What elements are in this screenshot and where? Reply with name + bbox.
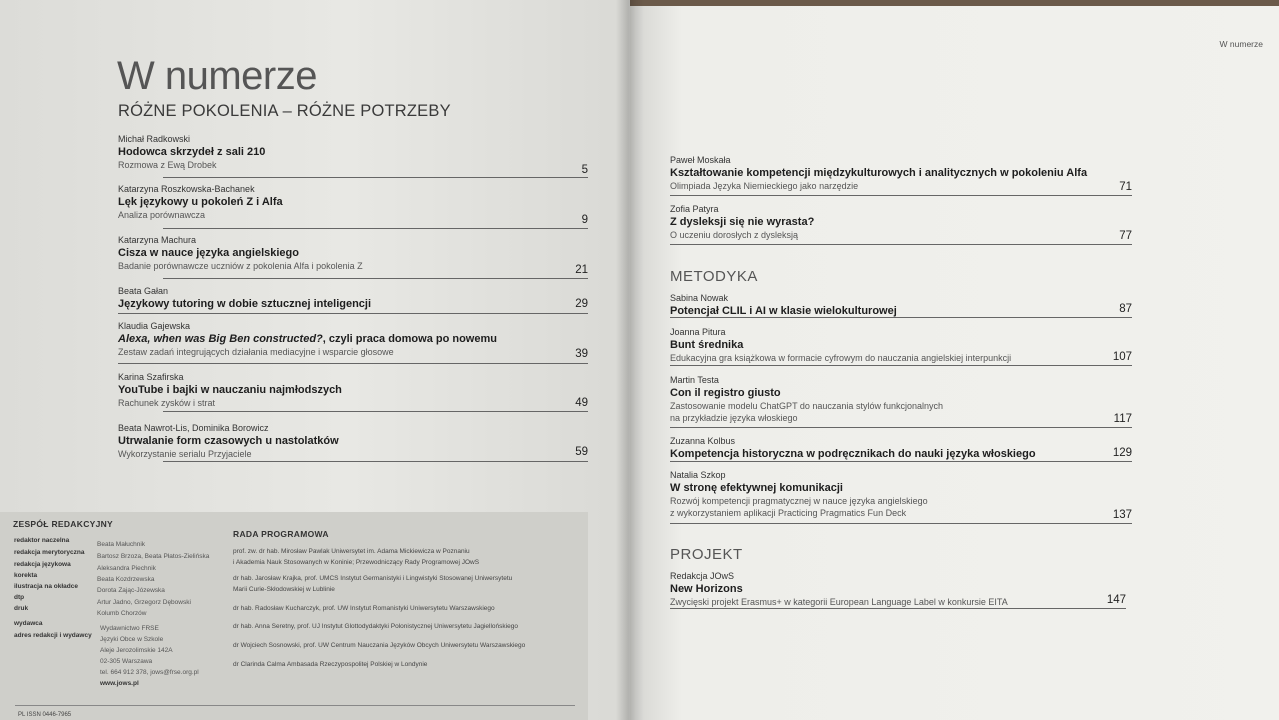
entry-author: Michał Radkowski: [118, 134, 191, 144]
entry-description: Wykorzystanie serialu Przyjaciele: [118, 449, 252, 459]
issue-subtitle: RÓŻNE POKOLENIA – RÓŻNE POTRZEBY: [118, 102, 451, 120]
entry-page-number: 77: [1119, 230, 1132, 242]
entry-title: Utrwalanie form czasowych u nastolatków: [118, 435, 339, 447]
entry-title: Z dysleksji się nie wyrasta?: [670, 216, 815, 228]
entry-author: Natalia Szkop: [670, 470, 726, 480]
entry-author: Katarzyna Machura: [118, 235, 197, 245]
council-member: dr hab. Radosław Kucharczyk, prof. UW Instytut Romanistyki Uniwersytetu Warszawskiego: [233, 605, 495, 612]
entry-rule: [118, 363, 588, 364]
entry-title: Kompetencja historyczna w podręcznikach do nauki języka włoskiego: [670, 448, 1036, 460]
entry-title: Kształtowanie kompetencji międzykulturowych i analitycznych w pokoleniu Alfa: [670, 167, 1088, 179]
entry-page-number: 21: [575, 264, 588, 276]
council-member: [233, 546, 593, 568]
editorial-value: Aleksandra Piechnik: [97, 565, 156, 572]
editorial-team-heading: ZESPÓŁ REDAKCYJNY: [13, 519, 114, 529]
council-member: dr hab. Anna Seretny, prof. UJ Instytut Glottodydaktyki Polonistycznej Uniwersytetu Jagiellońskiego: [233, 623, 518, 630]
toc-entry[interactable]: [670, 435, 1132, 465]
section-heading-projekt: PROJEKT: [670, 546, 743, 563]
entry-description: O uczeniu dorosłych z dysleksją: [670, 230, 799, 240]
toc-entry[interactable]: [670, 292, 1132, 322]
toc-entry[interactable]: [118, 133, 588, 179]
entry-rule: [163, 461, 588, 462]
editorial-label: dtp: [14, 594, 25, 601]
editorial-box: [0, 512, 588, 720]
entry-page-number: 59: [575, 446, 588, 458]
editorial-value: Beata Małuchnik: [97, 541, 146, 548]
entry-page-number: 9: [581, 214, 588, 226]
toc-entry[interactable]: [670, 203, 1132, 247]
entry-title: Bunt średnika: [670, 339, 744, 351]
page-title: W numerze: [117, 54, 317, 98]
editorial-value: Wydawnictwo FRSE: [100, 625, 159, 632]
entry-author: Karina Szafirska: [118, 372, 184, 382]
entry-rule: [670, 244, 1132, 245]
toc-entry[interactable]: [670, 374, 1132, 430]
program-council-heading: RADA PROGRAMOWA: [233, 529, 329, 539]
editorial-value: Języki Obce w Szkole: [100, 636, 164, 643]
editorial-value: Aleje Jerozolimskie 142A: [100, 647, 173, 654]
entry-description: Rozwój kompetencji pragmatycznej w nauce języka angielskiego: [670, 496, 928, 506]
entry-rule: [118, 313, 588, 314]
entry-author: Beata Nawrot-Lis, Dominika Borowicz: [118, 423, 269, 433]
entry-title: Cisza w nauce języka angielskiego: [118, 247, 299, 259]
entry-rule: [163, 228, 588, 229]
entry-title: YouTube i bajki w nauczaniu najmłodszych: [118, 384, 342, 396]
council-member: dr Clarinda Calma Ambasada Rzeczypospolitej Polskiej w Londynie: [233, 661, 428, 668]
entry-description: Zwycięski projekt Erasmus+ w kategorii European Language Label w konkursie EITA: [670, 597, 1008, 607]
toc-entry[interactable]: [670, 154, 1132, 198]
editorial-label: druk: [14, 605, 29, 612]
entry-page-number: 49: [575, 397, 588, 409]
council-member: [233, 573, 593, 595]
toc-entry[interactable]: [118, 285, 588, 319]
entry-description-line2: z wykorzystaniem aplikacji Practicing Pragmatics Fun Deck: [670, 508, 907, 518]
entry-description-line2: na przykładzie języka włoskiego: [670, 413, 798, 423]
entry-author: Beata Gałan: [118, 286, 169, 296]
council-member: dr Wojciech Sosnowski, prof. UW Centrum Nauczania Języków Obcych Uniwersytetu Warszawskiego: [233, 642, 526, 649]
editorial-label: wydawca: [14, 620, 43, 627]
entry-title: W stronę efektywnej komunikacji: [670, 482, 843, 494]
entry-author: Paweł Moskała: [670, 155, 731, 165]
entry-page-number: 129: [1112, 447, 1132, 459]
entry-page-number: 147: [1106, 594, 1126, 606]
entry-title: Lęk językowy u pokoleń Z i Alfa: [118, 196, 283, 208]
entry-description: Olimpiada Języka Niemieckiego jako narzędzie: [670, 181, 859, 191]
toc-entry[interactable]: [670, 326, 1132, 370]
entry-author: Sabina Nowak: [670, 293, 729, 303]
entry-page-number: 117: [1113, 413, 1132, 425]
entry-author: Zuzanna Kolbus: [670, 436, 736, 446]
entry-title: Hodowca skrzydeł z sali 210: [118, 146, 266, 158]
entry-page-number: 39: [575, 348, 588, 360]
entry-page-number: 107: [1112, 351, 1132, 363]
editorial-value: Artur Jadno, Grzegorz Dębowski: [97, 599, 191, 606]
entry-rule: [670, 608, 1126, 609]
entry-page-number: 137: [1112, 509, 1132, 521]
entry-rule: [670, 523, 1132, 524]
entry-rule: [670, 195, 1132, 196]
running-head: W numerze: [1219, 39, 1263, 49]
editorial-label: korekta: [14, 572, 38, 579]
entry-rule: [670, 317, 1132, 318]
council-line: dr hab. Jarosław Krajka, prof. UMCS Instytut Germanistyki i Lingwistyki Stosowanej Uniwersytetu: [233, 575, 513, 582]
editorial-label: redaktor naczelna: [14, 537, 70, 544]
editorial-value: Beata Kozdrzewska: [97, 576, 155, 583]
entry-author: Katarzyna Roszkowska-Bachanek: [118, 184, 255, 194]
entry-description: Badanie porównawcze uczniów z pokolenia Alfa i pokolenia Z: [118, 261, 363, 271]
editorial-value: tel. 664 912 378, jows@frse.org.pl: [100, 669, 199, 676]
entry-author: Zofia Patyra: [670, 204, 719, 214]
issn-text: PL ISSN 0446-7965: [18, 712, 72, 718]
editorial-label: redakcja merytoryczna: [14, 549, 85, 556]
toc-entry[interactable]: [118, 183, 588, 229]
toc-entry[interactable]: [118, 320, 588, 366]
entry-title: Con il registro giusto: [670, 387, 781, 399]
book-spine: [616, 0, 644, 720]
editorial-value: Bartosz Brzoza, Beata Płatos-Zielińska: [97, 553, 210, 560]
entry-description: Rozmowa z Ewą Drobek: [118, 160, 217, 170]
council-line: Marii Curie-Skłodowskiej w Lublinie: [233, 586, 335, 593]
entry-description: Edukacyjna gra książkowa w formacie cyfrowym do nauczania angielskiej interpunkcji: [670, 353, 1012, 363]
entry-page-number: 29: [575, 298, 588, 310]
entry-title: Językowy tutoring w dobie sztucznej inteligencji: [118, 298, 372, 310]
editorial-label: redakcja językowa: [14, 561, 71, 568]
section-heading-metodyka: METODYKA: [670, 268, 758, 285]
entry-page-number: 87: [1119, 303, 1132, 315]
entry-rule: [670, 427, 1132, 428]
entry-title: [118, 332, 588, 346]
entry-page-number: 71: [1119, 181, 1132, 193]
entry-title: New Horizons: [670, 583, 743, 595]
entry-rule: [670, 365, 1132, 366]
entry-description: Analiza porównawcza: [118, 210, 206, 220]
editorial-value: Dorota Zając-Józewska: [97, 587, 165, 594]
entry-rule: [163, 411, 588, 412]
entry-author: Joanna Pitura: [670, 327, 726, 337]
entry-author: Martin Testa: [670, 375, 719, 385]
entry-title-rest: , czyli praca domowa po nowemu: [322, 333, 497, 345]
editorial-rule: [15, 705, 575, 706]
entry-description: Zestaw zadań integrujących działania mediacyjne i wsparcie głosowe: [118, 347, 394, 357]
entry-author: Redakcja JOwS: [670, 571, 735, 581]
entry-title: Potencjał CLIL i AI w klasie wielokulturowej: [670, 305, 897, 317]
entry-rule: [670, 461, 1132, 462]
editorial-label: adres redakcji i wydawcy: [14, 632, 92, 639]
editorial-value: Kolumb Chorzów: [97, 610, 147, 617]
entry-description: Zastosowanie modelu ChatGPT do nauczania stylów funkcjonalnych: [670, 401, 943, 411]
toc-entry[interactable]: [118, 234, 588, 280]
entry-author: Klaudia Gajewska: [118, 321, 191, 331]
toc-entry[interactable]: [118, 371, 588, 417]
toc-entry[interactable]: [118, 422, 588, 468]
entry-rule: [163, 177, 588, 178]
website-link[interactable]: www.jows.pl: [100, 680, 139, 687]
council-line: prof. zw. dr hab. Mirosław Pawlak Uniwersytet im. Adama Mickiewicza w Poznaniu: [233, 548, 470, 555]
entry-title-italic: Alexa, when was Big Ben constructed?: [118, 333, 323, 345]
entry-rule: [163, 278, 588, 279]
entry-description: Rachunek zysków i strat: [118, 398, 216, 408]
entry-page-number: 5: [581, 164, 588, 176]
council-line: i Akademia Nauk Stosowanych w Koninie; Przewodniczący Rady Programowej JOwS: [233, 559, 480, 566]
toc-entry[interactable]: [670, 570, 1126, 612]
editorial-label: ilustracja na okładce: [14, 583, 78, 590]
toc-entry[interactable]: [670, 469, 1132, 525]
editorial-value: 02-305 Warszawa: [100, 658, 153, 665]
